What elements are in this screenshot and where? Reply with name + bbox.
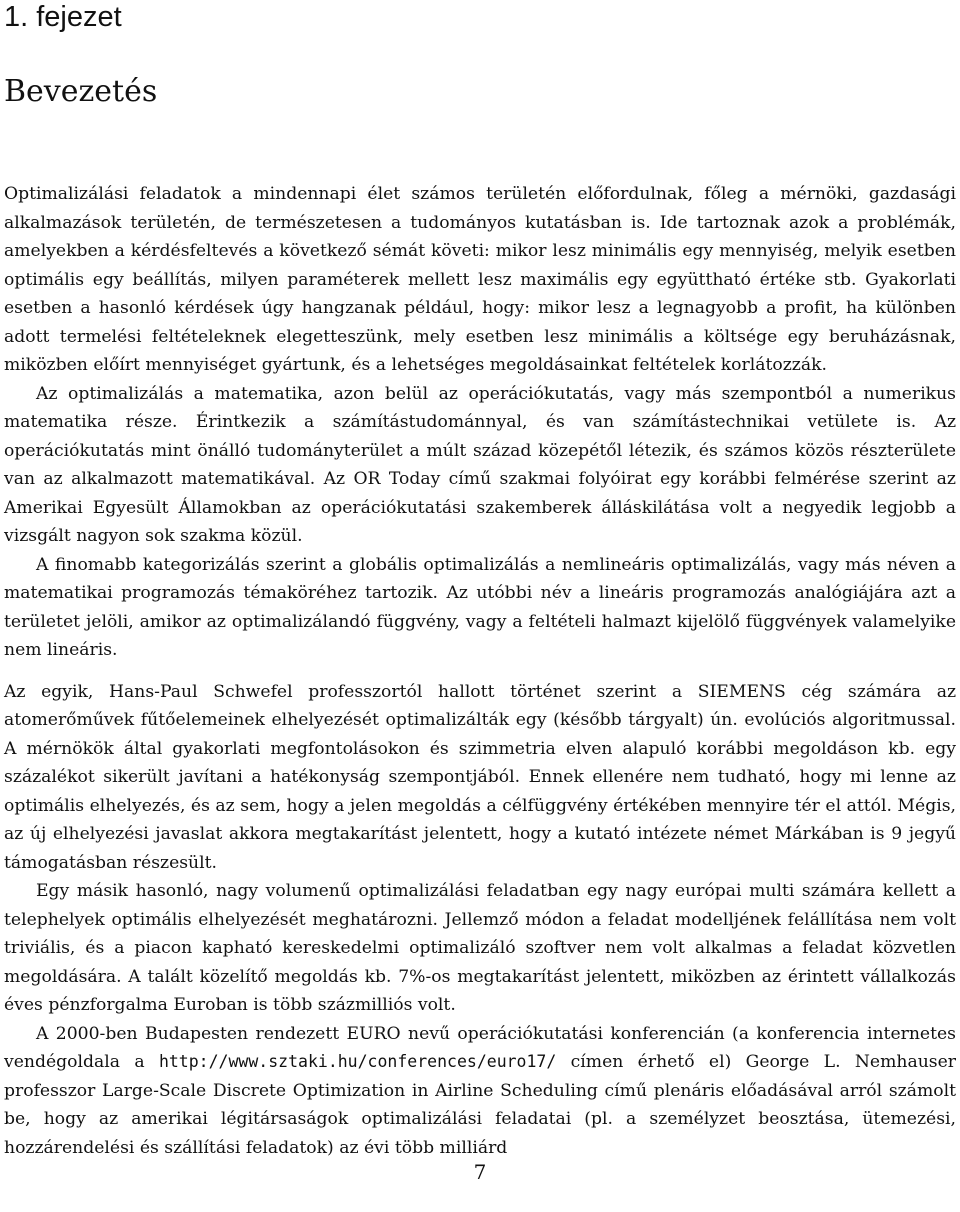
chapter-title: Bevezetés (4, 74, 158, 109)
page-number: 7 (473, 1160, 487, 1184)
document-page (4, 0, 956, 1212)
paragraph-intro: Optimalizálási feladatok a mindennapi élet számos területén előfordulnak, főleg a mérnöki, gazdasági alkalmazások területén, de természetesen a tudományos kutatásban is. Ide tartoznak azok a problémák, amelyekben a kérdésfeltevés a következő sémát követi: mikor lesz minimális egy mennyiség, melyik esetben optimális egy beállítás, milyen paraméterek mellett lesz maximális egy együttható értéke stb. Gyakorlati esetben a hasonló kérdések úgy hangzanak például, hogy: mikor lesz a legnagyobb a profit, ha különben adott termelési feltételeknek elegetteszünk, mely esetben lesz minimális a költsége egy beruházásnak, miközben előírt mennyiséget gyártunk, és a lehetséges megoldásainkat feltételek korlátozzák. (4, 184, 956, 375)
body-text (4, 180, 956, 1162)
paragraph-text-after-url: címen érhető el) George L. Nemhauser professzor Large-Scale Discrete Optimization in Airline Scheduling című plenáris előadásával arról számolt be, hogy az amerikai légitársaságok optimalizálási feladatai (pl. a személyzet beosztása, ütemezési, hozzárendelési és szállítási feladatok) az évi több milliárd (4, 1052, 956, 1158)
paragraph-categorization: A finomabb kategorizálás szerint a globális optimalizálás a nemlineáris optimalizálás, vagy más néven a matematikai programozás témaköréhez tartozik. Az utóbbi név a lineáris programozás analógiájára azt a területet jelöli, amikor az optimalizálandó függvény, vagy a feltételi halmazt kijelölő függvények valamelyike nem lineáris. (4, 554, 956, 660)
paragraph-siemens-story: Az egyik, Hans-Paul Schwefel professzortól hallott történet szerint a SIEMENS cég számára az atomerőművek fűtőelemeinek elhelyezését optimalizálták egy (később tárgyalt) ún. evolúciós algoritmussal. A mérnökök által gyakorlati megfontolásokon és szimmetria elven alapuló korábbi megoldáson kb. egy százalékot sikerült javítani a hatékonyság szempontjából. Ennek ellenére nem tudható, hogy mi lenne az optimális elhelyezés, és az sem, hogy a jelen megoldás a célfüggvény értékében mennyire tér el attól. Mégis, az új elhelyezési javaslat akkora megtakarítást jelentett, hogy a kutató intézete német Márkában is 9 jegyű támogatásban részesült. (4, 681, 956, 873)
paragraph-euro-conference (4, 1020, 956, 1163)
chapter-label: 1. fejezet (4, 1, 122, 33)
conference-url-link[interactable]: http://www.sztaki.hu/conferences/euro17/ (158, 1052, 557, 1071)
paragraph-multinational-example: Egy másik hasonló, nagy volumenű optimalizálási feladatban egy nagy európai multi számára kellett a telephelyek optimális elhelyezését meghatározni. Jellemző módon a feladat modelljének felállítása nem volt triviális, és a piacon kapható kereskedelmi optimalizáló szoftver nem volt alkalmas a feladat közvetlen megoldására. A talált közelítő megoldás kb. 7%-os megtakarítást jelentett, miközben az érintett vállalkozás éves pénzforgalma Euroban is több százmilliós volt. (4, 881, 956, 1015)
paragraph-operations-research: Az optimalizálás a matematika, azon belül az operációkutatás, vagy más szempontból a numerikus matematika része. Érintkezik a számítástudománnyal, és van számítástechnikai vetülete is. Az operációkutatás mint önálló tudományterület a múlt század közepétől létezik, és számos közös részterülete van az alkalmazott matematikával. Az OR Today című szakmai folyóirat egy korábbi felmérése szerint az Amerikai Egyesült Államokban az operációkutatási szakemberek álláskilátása volt a negyedik legjobb a vizsgált nagyon sok szakma közül. (4, 383, 956, 546)
paragraph-text-before-url: A 2000-ben Budapesten rendezett EURO nevű operációkutatási konferencián (a konferencia internetes vendégoldala a (4, 1023, 956, 1072)
